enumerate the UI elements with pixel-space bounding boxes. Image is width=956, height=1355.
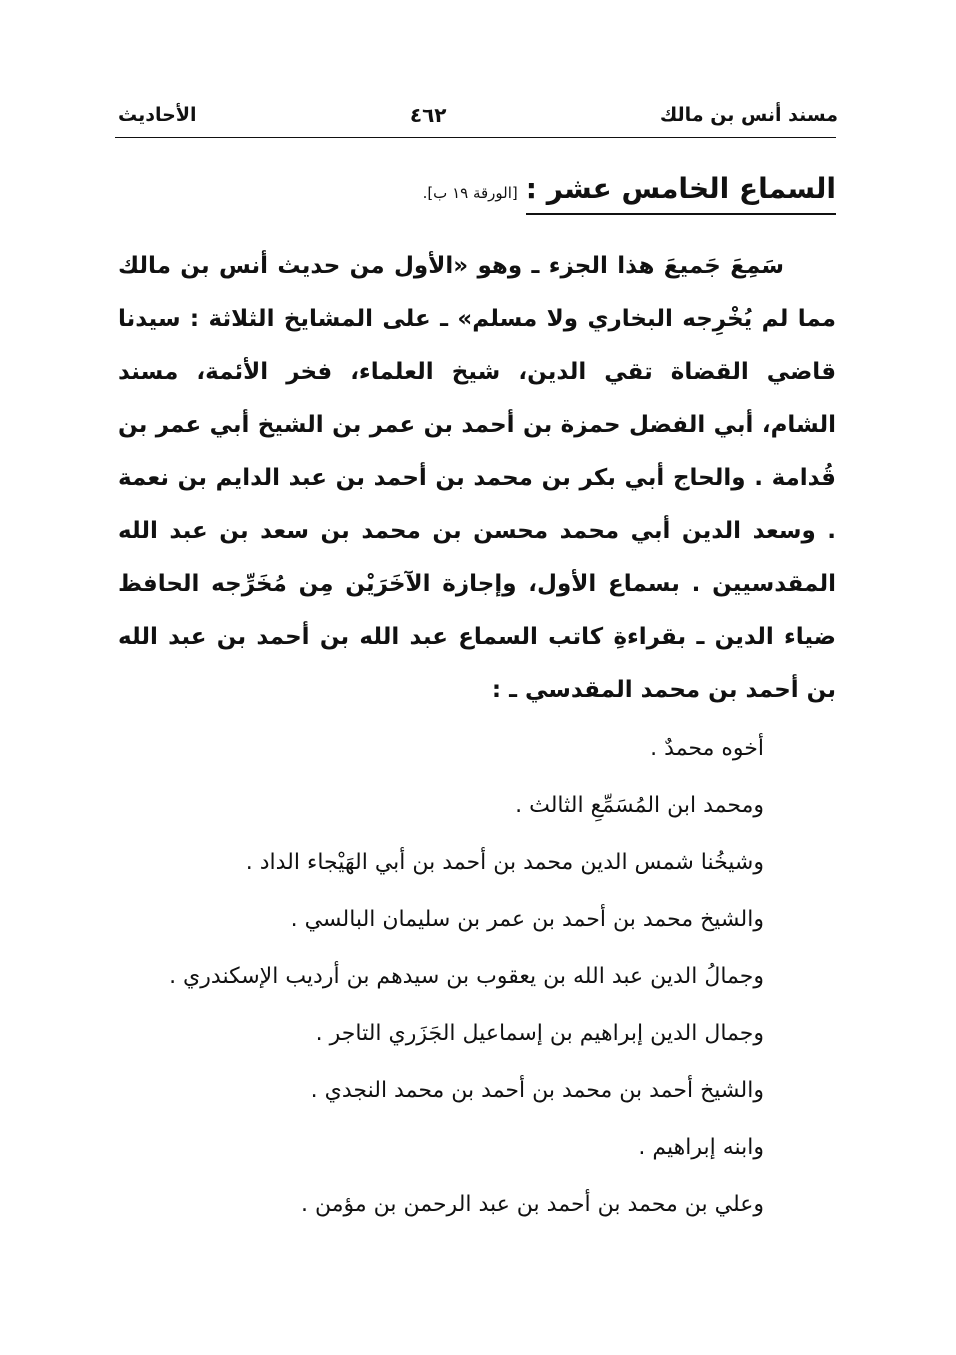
header-rule <box>115 137 836 138</box>
page-number: ٤٦٢ <box>409 103 447 127</box>
section-heading <box>423 172 836 215</box>
list-item: وعلي بن محمد بن أحمد بن عبد الرحمن بن مؤمن . <box>300 1192 764 1217</box>
list-item: والشيخ أحمد بن محمد بن أحمد بن محمد النجدي . <box>310 1078 764 1103</box>
list-item: وشيخُنا شمس الدين محمد بن أحمد بن أبي الهَيْجاء الداد . <box>245 850 764 875</box>
body-paragraph <box>118 240 836 717</box>
list-item: والشيخ محمد بن أحمد بن عمر بن سليمان البالسي . <box>290 907 764 932</box>
list-item: وابنه إبراهيم . <box>638 1135 764 1160</box>
list-item: أخوه محمدٌ . <box>650 736 764 761</box>
folio-note: [الورقة ١٩ ب]. <box>422 184 518 202</box>
attendee-list <box>110 720 836 1233</box>
list-item: وجمالُ الدين عبد الله بن يعقوب بن سيدهم بن أرديب الإسكندري . <box>169 964 764 989</box>
running-title-right: مسند أنس بن مالك <box>659 104 838 126</box>
paragraph-text: سَمِعَ جَميعَ هذا الجزء ـ وهو «الأول من حديث أنس بن مالك مما لم يُخْرِجه البخاري ولا مسلم» ـ على المشايخ الثلاثة : سيدنا قاضي القضاة تقي الدين، شيخ العلماء، فخر الأئمة، مسند الشام، أبي الفضل حمزة بن أحمد بن عمر بن الشيخ أبي عمر بن قُدامة . والحاج أبي بكر بن محمد بن أحمد بن عبد الدايم بن نعمة . وسعد الدين أبي محمد محسن بن محمد بن سعد بن عبد الله المقدسيين . بسماع الأول، وإجازة الآخَرَيْن مِن مُخَرِّجه الحافظ ضياء الدين ـ بقراءةِ كاتب السماع عبد الله بن أحمد بن عبد الله بن أحمد بن محمد المقدسي ـ : <box>118 253 836 703</box>
list-item: ومحمد ابن المُسَمِّعِ الثالث . <box>515 793 764 818</box>
list-item: وجمال الدين إبراهيم بن إسماعيل الجَزَري التاجر . <box>315 1021 764 1046</box>
running-title-left: الأحاديث <box>118 104 197 126</box>
section-title: السماع الخامس عشر : <box>526 172 836 215</box>
running-header <box>118 98 838 132</box>
paragraph-indent <box>784 253 836 279</box>
